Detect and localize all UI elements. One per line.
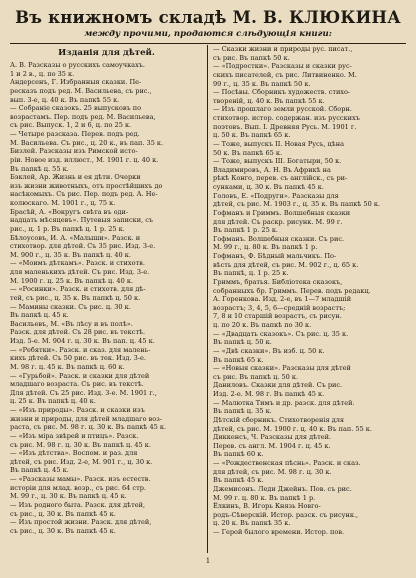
catalog-entry-line: — Посѣвы. Сборникъ художеств. стихо- — [213, 88, 351, 97]
catalog-entry-line: — «Рождественская пѣснь». Разск. и сказ. — [213, 459, 361, 467]
catalog-entry-line: — «Изъ міра звѣрей и птицъ». Разск. — [10, 431, 139, 440]
catalog-entry-line: поэтовъ. Вып. I. Древняя Русь. М. 1901 г. — [213, 122, 357, 131]
catalog-entry-line: — «Росинки». Разск. и стихотв. для дѣ- — [10, 285, 146, 294]
masthead-subtitle: между прочими, продаются слѣдующія книги: — [84, 29, 332, 39]
catalog-columns — [10, 45, 406, 553]
catalog-entry-line: насѣкомыхъ. Съ рис. Пер. подъ ред. А. Не- — [10, 190, 158, 199]
catalog-entry-line: — Изъ простой жизни. Разск. для дѣтей, — [10, 518, 152, 527]
catalog-entry-line: 99 г., ц. 35 к. Въ папкѣ 50 к. — [213, 79, 311, 88]
catalog-entry-line: Дѣтскій сборникъ. Стихотворенія для — [213, 415, 345, 424]
catalog-entry-line: Перев. съ англ. М. 1904 г. ц. 45 к. — [213, 441, 331, 450]
catalog-entry-line: съ рис. Въ папкѣ 50 к. — [213, 53, 290, 62]
catalog-entry-line: — Мамины сказки. Съ рис. ц. 30 к. — [10, 302, 131, 311]
page-number: 1 — [205, 557, 211, 565]
catalog-entry-line: Владимировъ, А. Н. Въ Африкѣ на — [213, 165, 331, 174]
catalog-entry-line: тей, съ рис., ц. 35 к. Въ папкѣ ц. 50 к. — [10, 293, 141, 302]
catalog-entry-line: для дѣтей, съ рис. М. 98 г. ц. 30 к. — [213, 467, 332, 476]
catalog-entry-line: — Изъ родного быта. Разск. для дѣтей, — [10, 500, 146, 509]
catalog-entry-line: изъ жизни животныхъ, отъ простѣйшихъ до — [10, 181, 163, 190]
catalog-entry-line: Въ папкѣ, ц. 1 р. 25 к. — [213, 269, 289, 278]
catalog-entry-line: Джемисонъ. Леди Джейнъ. Пов. съ рис. — [213, 484, 352, 493]
catalog-entry-line: Гофманъ и Гриммъ. Волшебныя сказки — [213, 208, 351, 217]
catalog-entry-line: — «Подростки». Разсказы и сказки рус- — [213, 62, 352, 71]
catalog-entry-line: М. 98 г. ц. 45 к. Въ папкѣ ц. 60 к. — [10, 362, 125, 371]
catalog-entry-line: исторіи для млад. возр., съ рис. 64 стр. — [10, 483, 146, 492]
catalog-entry-line: — «Гурьбой». Разск. и сказки для дѣтей — [10, 371, 150, 380]
catalog-entry-line: ц. 20 к. Въ папкѣ 35 к. — [213, 519, 291, 528]
catalog-entry-line: жизни и природы, для дѣтей младшаго воз- — [10, 414, 163, 423]
catalog-entry-line: — «Двѣ сказки». Въ изб. ц. 50 к. — [213, 346, 325, 355]
catalog-entry-line: раста, съ рис. М. 98 г. ц. 30 к. Въ папкѣ 45 к. — [10, 423, 167, 432]
catalog-entry-line: 1 и 2 в., ц. по 35 к. — [10, 69, 75, 78]
catalog-entry-line: — Тоже, выпускъ III. Богатыри, 50 к. — [213, 157, 342, 166]
catalog-entry-line: М. 900 г., ц. 35 к. Въ папкѣ ц. 40 к. — [10, 250, 131, 259]
right-column — [208, 45, 406, 553]
catalog-entry-line: Андерсенъ, Г. Избранныя сказки. Пе- — [10, 78, 142, 87]
catalog-entry-line: Бэклей, Ар. Жизнь и ея дѣти. Очерки — [10, 173, 141, 182]
catalog-entry-line: — Герой былого времени. Истор. пов. — [213, 528, 345, 536]
catalog-entry-line: — Малютка Тимъ и др. разск. для дѣтей. — [213, 398, 355, 407]
header-rule — [10, 43, 406, 44]
catalog-entry-line: родъ-Сѣверскій. Истор. разск. съ рисунк., — [213, 510, 359, 519]
catalog-entry-line: стихотвор. для дѣтей. Съ 35 рис. Изд. 3-е. — [10, 242, 156, 251]
catalog-entry-line: Бѣлоусовъ, И. А. «Малыши». Разск. и — [10, 233, 141, 242]
catalog-entry-line: ц. 50 к. Въ папкѣ 65 к. — [213, 131, 291, 140]
catalog-entry-line: кихъ дѣтей. Съ 50 рис. въ тек. Изд. 3-е. — [10, 354, 146, 363]
catalog-entry-line: съ рис. М. 98 г. ц. 30 к. Въ папкѣ ц. 45 к. — [10, 440, 151, 449]
catalog-entry-line: М. Васильева. Съ рис., ц. 20 к., въ пап. 35 к. — [10, 138, 164, 147]
catalog-entry-line: вып. 3-е, ц. 40 к. Въ папкѣ 55 к. — [10, 95, 120, 104]
catalog-entry-line: сунками, ц. 30 к. Въ папкѣ 45 к. — [213, 183, 324, 191]
catalog-entry-line: — Тоже, выпускъ II. Новая Русь, цѣна — [213, 139, 344, 148]
catalog-entry-line: Разск. для дѣтей. Съ 28 рис. въ текстѣ. — [10, 328, 146, 337]
catalog-entry-line: Гофманъ, Ф. Бѣдный мальчикъ. По- — [213, 252, 337, 260]
catalog-entry-line: Изд. 5-е. М. 904 г. ц. 30 к. Въ пап. ц. 45 к. — [10, 337, 155, 345]
catalog-entry-line: — Сказки жизни и природы рус. писат., — [213, 45, 353, 53]
left-column-entries — [10, 61, 203, 535]
catalog-entry-line: Брасѣй, А. «Вокругъ свѣта въ оди- — [10, 207, 129, 216]
catalog-entry-line: Въ папкѣ ц. 50 к. — [213, 338, 272, 347]
catalog-entry-line: ц. 25 к. Въ папкѣ ц. 40 к. — [10, 397, 96, 406]
catalog-entry-line: собранныхъ бр. Гриммъ. Перев. подъ редакц. — [213, 286, 371, 295]
masthead-title: Въ книжномъ складѣ М. В. КЛЮКИНА — [15, 8, 401, 27]
catalog-entry-line: — «Новыя сказки». Разсказы для дѣтей — [213, 364, 351, 373]
catalog-entry-line: Въ папкѣ 65 к. — [213, 355, 264, 364]
catalog-entry-line: — Четыре разсказа. Перев. подъ ред. — [10, 130, 140, 138]
catalog-entry-line: стихотвор. истор. содержан. изъ русскихъ — [213, 114, 360, 122]
catalog-entry-line: — «Изъ дѣтства». Воспом. и раз. для — [10, 449, 138, 458]
catalog-entry-line: колюскаго. М. 1901 г., ц. 75 к. — [10, 199, 116, 207]
catalog-entry-line: рѣкѣ Конго, перев. съ англійск., съ ри- — [213, 174, 348, 183]
catalog-entry-line: младшаго возраста. Съ рис. въ текстѣ. — [10, 380, 144, 389]
catalog-entry-line: ріи. Новое изд. иллюст., М. 1901 г. ц. 40 к. — [10, 155, 159, 164]
catalog-entry-line: Въ папкѣ ц. 45 к. — [10, 311, 69, 320]
catalog-entry-line: Гофманъ. Волшебныя сказки. Съ рис. — [213, 234, 345, 243]
catalog-entry-line: твореній, ц. 40 к. Въ папкѣ 55 к. — [213, 96, 325, 105]
catalog-entry-line: — «Разсказы мамы». Разск. изъ естеств. — [10, 475, 151, 483]
catalog-entry-line: дѣтей, съ рис. Изд. 2-е, М. 901 г., ц. 30 к. — [10, 457, 153, 466]
catalog-entry-line: вѣсть для дѣтей, съ рис. М. 902 г., ц. 65 к. — [213, 260, 359, 269]
catalog-entry-line: Въ папкѣ ц. 45 к. — [10, 466, 69, 475]
catalog-entry-line: ресказъ подъ ред. М. Васильева, съ рис., — [10, 86, 152, 95]
catalog-entry-line: Въ папкѣ ц. 35 к. — [213, 407, 272, 416]
catalog-entry-line: возрастъ; 3, 4, 5, 6—средній возрастъ; — [213, 303, 346, 312]
catalog-entry-line: дѣтей, съ рис. М. 1903 г., ц. 35 к. Въ папкѣ 50 к. — [213, 200, 381, 209]
catalog-entry-line: для маленькихъ дѣтей. Съ рис. Изд. 3-е. — [10, 268, 150, 276]
catalog-entry-line: надцать мѣсяцевъ». Путевыя записки, съ — [10, 216, 154, 225]
catalog-entry-line: — «Ребятки». Разск. и сказ. для малень- — [10, 345, 151, 354]
catalog-entry-line: А. В. Разсказы о русскихъ самоучкахъ. — [10, 61, 146, 69]
catalog-entry-line: Для дѣтей. Съ 25 рис. Изд. 3-е. М. 1901 г., — [10, 388, 157, 397]
catalog-entry-line: — «Моимъ дѣткамъ». Разск. и стихотв. — [10, 259, 145, 268]
catalog-entry-line: съ рис., ц. 30 к. Въ папкѣ 45 к. — [10, 509, 116, 518]
catalog-entry-line: Ёлкинъ, В. Игорь Князь Новго- — [213, 502, 321, 511]
catalog-entry-line: Гриммъ, братья. Библіотека сказокъ, — [213, 277, 343, 286]
catalog-entry-line: для дѣтей. Съ раскр. рисунк. М. 99 г. — [213, 217, 343, 226]
catalog-entry-line: А. Горенкова. Изд. 2-е, въ 1—7 младшій — [213, 295, 352, 304]
catalog-entry-line: съ рис., ц. 30 к. Въ папкѣ 45 к. — [10, 526, 116, 535]
catalog-entry-line: М. 99 г. ц. 80 к. Въ папкѣ 1 р. — [213, 493, 316, 502]
catalog-entry-line: рис., ц. 1 р. Въ папкѣ ц. 1 р. 25 к. — [10, 224, 125, 233]
catalog-entry-line: М. 1900 г. ц. 25 к. Въ папкѣ ц. 40 к. — [10, 276, 134, 285]
catalog-entry-line: М. 99 г., ц. 80 к. Въ папкѣ 1 р. — [213, 243, 318, 252]
catalog-entry-line: — «Изъ природы». Разск. и сказки изъ — [10, 406, 145, 414]
catalog-entry-line: съ рис. Выпуск. 1, 2 и 6, ц. по 25 к. — [10, 121, 132, 130]
catalog-entry-line: Васильевъ, М. «Въ лѣсу и въ полѣ». — [10, 319, 133, 328]
catalog-entry-line: — «Двадцать сказокъ». Съ рис. ц. 35 к. — [213, 329, 349, 338]
catalog-entry-line: Изд. 2-е. М. 98 г. Въ папкѣ 45 к. — [213, 390, 325, 398]
catalog-entry-line: Въ папкѣ ц. 55 к. — [10, 164, 69, 173]
catalog-entry-line: Въ папкѣ 45 к. — [213, 476, 264, 485]
catalog-entry-line: Головъ, Е. «Подруги». Разсказы для — [213, 191, 339, 200]
catalog-entry-line: дѣтей, съ рис. М. 1900 г. ц. 40 к. Въ пап. 55 к. — [213, 424, 372, 433]
catalog-entry-line: Диккенсъ, Ч. Разсказы для дѣтей. — [213, 433, 332, 442]
catalog-entry-line: 7, 8 и 10 старшій возрастъ, съ рисун. — [213, 312, 342, 321]
left-column — [10, 45, 203, 553]
right-column-entries — [213, 45, 406, 537]
catalog-entry-line: ц. по 20 к. Въ папкѣ по 30 к. — [213, 321, 312, 329]
catalog-entry-line: возрастамъ. Пер. подъ ред. М. Васильева, — [10, 112, 156, 121]
catalog-entry-line: — Изъ прошлаго земли русской. Сборн. — [213, 105, 352, 114]
catalog-entry-line: Бизлей. Разсказы изъ Римской исто- — [10, 147, 138, 156]
catalog-entry-line: — Собраніе сказокъ. 25 выпусковъ по — [10, 104, 142, 113]
catalog-entry-line: съ рис. Въ папкѣ ц. 50 к. — [213, 372, 299, 381]
catalog-entry-line: Въ папкѣ 60 к. — [213, 450, 264, 459]
section-title: Изданія для дѣтей. — [58, 48, 155, 58]
catalog-entry-line: 50 к. Въ папкѣ 65 к. — [213, 148, 283, 157]
catalog-entry-line: Даниловъ. Сказки для дѣтей. Съ рис. — [213, 381, 343, 390]
catalog-entry-line: скихъ писателей, съ рис. Литвиненко. М. — [213, 70, 357, 79]
catalog-entry-line: М. 99 г., ц. 30 к. Въ папкѣ ц. 45 к. — [10, 492, 127, 501]
catalog-entry-line: Въ папкѣ 1 р. 25 к. — [213, 226, 278, 235]
